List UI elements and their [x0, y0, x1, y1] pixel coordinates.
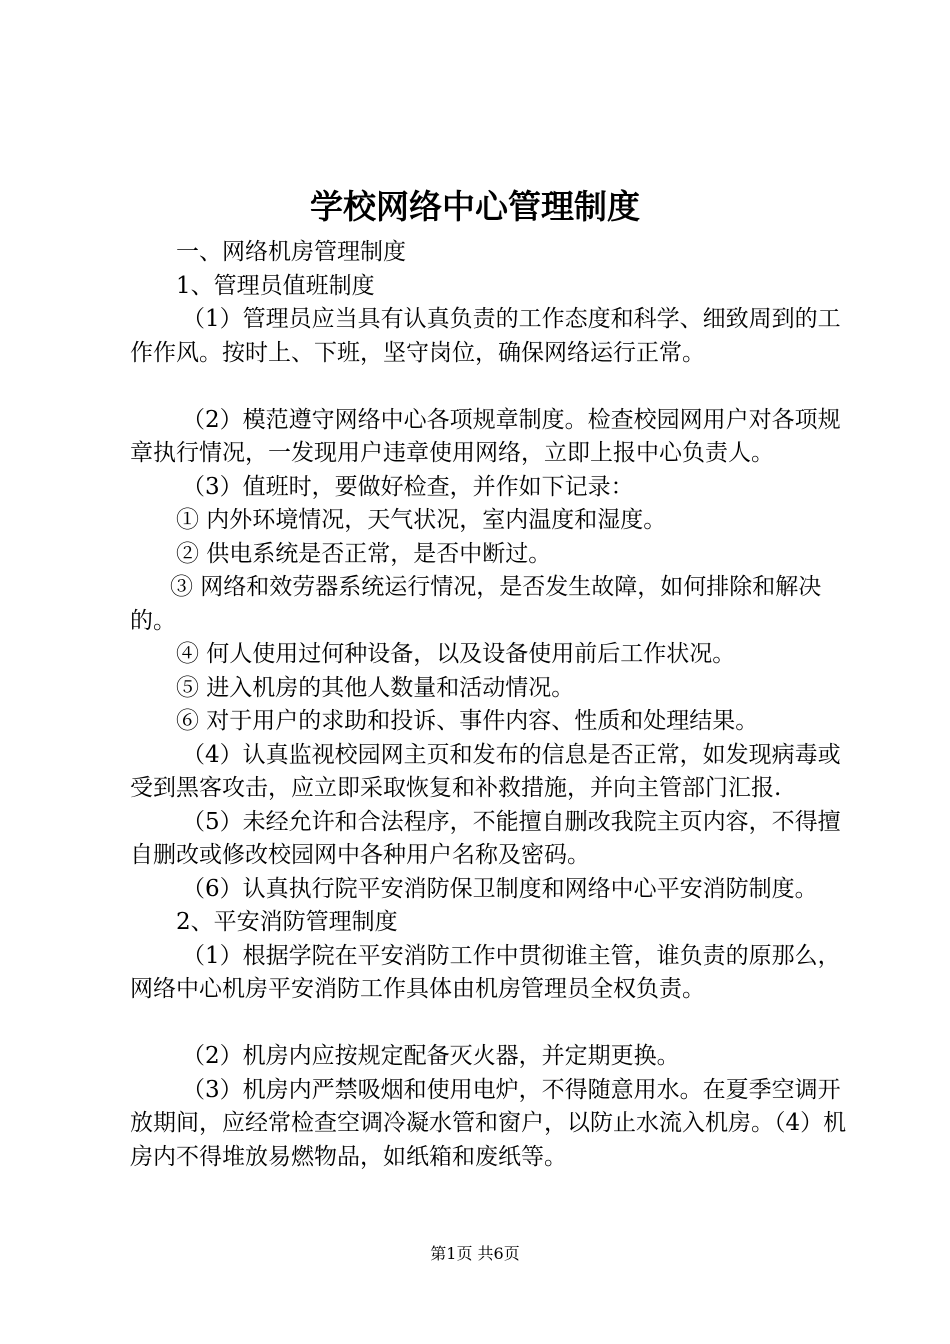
blank-line: [130, 1007, 850, 1041]
paragraph: （4）认真监视校园网主页和发布的信息是否正常，如发现病毒或受到黑客攻击，应立即采取恢复和补救措施，并向主管部门汇报.: [130, 741, 841, 801]
paragraph: （6）认真执行院平安消防保卫制度和网络中心平安消防制度。: [182, 875, 818, 902]
list-item: ⑤ 进入机房的其他人数量和活动情况。: [176, 674, 575, 701]
section-heading: 一、网络机房管理制度: [176, 239, 406, 265]
list-item: ④ 何人使用过何种设备，以及设备使用前后工作状况。: [176, 641, 736, 667]
paragraph: （5）未经允许和合法程序，不能擅自删改我院主页内容，不得擅自删改或修改校园网中各种用户名称及密码。: [130, 808, 841, 868]
document-body: [130, 236, 850, 1174]
document-title: 学校网络中心管理制度: [310, 187, 640, 226]
paragraph: （3）机房内严禁吸烟和使用电炉，不得随意用水。在夏季空调开放期间，应经常检查空调冷凝水管和窗户，以防止水流入机房。（4）机房内不得堆放易燃物品，如纸箱和废纸等。: [130, 1076, 847, 1170]
list-item: ② 供电系统是否正常，是否中断过。: [176, 540, 552, 567]
paragraph: （3）值班时，要做好检查，并作如下记录：: [182, 473, 634, 500]
paragraph: （1）根据学院在平安消防工作中贯彻谁主管，谁负责的原那么，网络中心机房平安消防工作具体由机房管理员全权负责。: [130, 942, 841, 1002]
list-item: ③ 网络和效劳器系统运行情况，是否发生故障，如何排除和解决的。: [130, 574, 822, 634]
paragraph: （2）模范遵守网络中心各项规章制度。检查校园网用户对各项规章执行情况，一发现用户违章使用网络，立即上报中心负责人。: [130, 406, 841, 466]
list-item: ⑥ 对于用户的求助和投诉、事件内容、性质和处理结果。: [176, 708, 759, 734]
page-footer: 第1页 共6页: [430, 1244, 520, 1263]
subsection-heading: 2、平安消防管理制度: [176, 909, 398, 935]
paragraph: （2）机房内应按规定配备灭火器，并定期更换。: [182, 1043, 680, 1069]
blank-line: [130, 370, 850, 404]
paragraph: （1）管理员应当具有认真负责的工作态度和科学、细致周到的工作作风。按时上、下班，坚守岗位，确保网络运行正常。: [130, 306, 841, 366]
subsection-heading: 1、管理员值班制度: [176, 272, 375, 299]
list-item: ① 内外环境情况，天气状况，室内温度和湿度。: [176, 507, 667, 533]
